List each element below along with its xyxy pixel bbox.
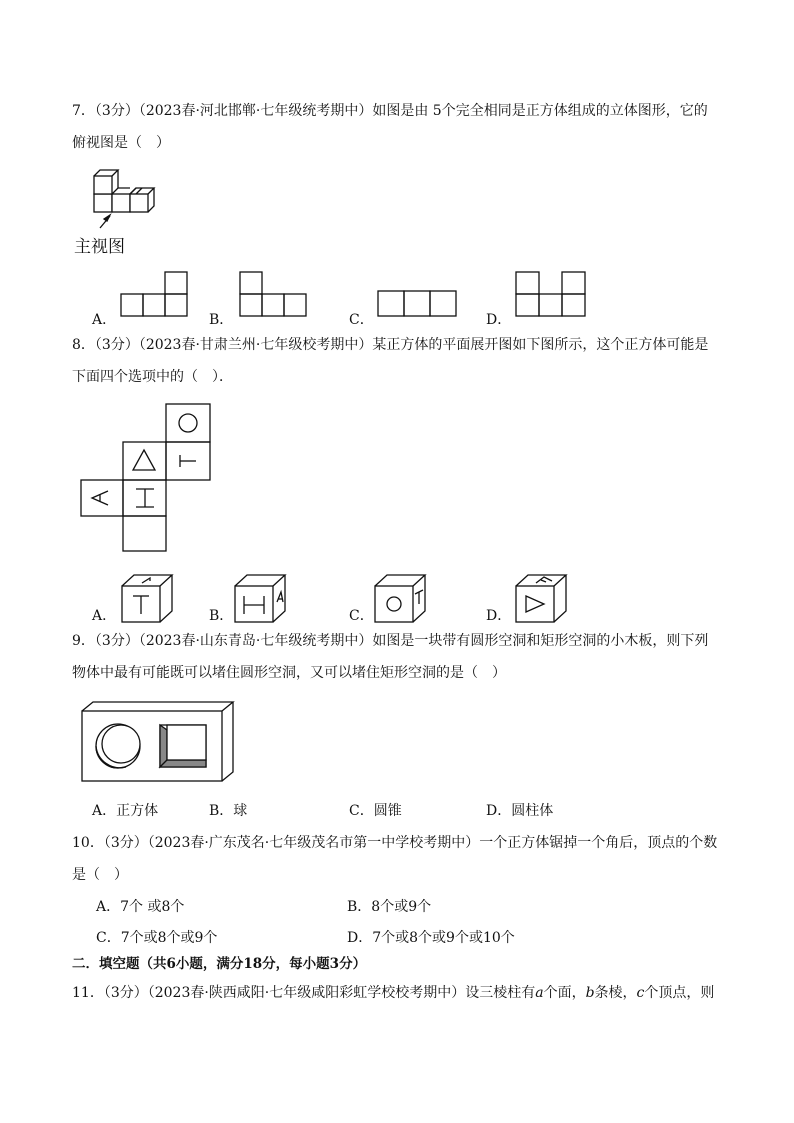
section-heading-fill-in: 二．填空题（共6小题，满分18分，每小题3分） xyxy=(72,956,367,972)
q9-option-a[interactable]: A．正方体 xyxy=(92,803,159,819)
q8-option-a[interactable]: A． xyxy=(92,608,117,624)
q10-option-d[interactable]: D．7个或8个或9个或10个 xyxy=(347,930,515,946)
q8-option-c-cube xyxy=(373,572,431,624)
q7-option-b[interactable]: B． xyxy=(209,312,234,328)
q9-line1: 9．（3分）（2023春·山东青岛·七年级统考期中）如图是一块带有圆形空洞和矩形空洞的小木板，则下列 xyxy=(72,633,709,649)
q7-figure-caption: 主视图 xyxy=(74,237,125,257)
q10-line2: 是（ ） xyxy=(72,867,128,883)
q10-option-c[interactable]: C．7个或8个或9个 xyxy=(96,930,218,946)
q11-line1: 11．（3分）（2023春·陕西咸阳·七年级咸阳彩虹学校校考期中）设三棱柱有𝑎个面，𝑏条棱，𝑐个顶点，则 xyxy=(72,985,715,1001)
q8-line1: 8．（3分）（2023春·甘肃兰州·七年级校考期中）某正方体的平面展开图如下图所示，这个正方体可能是 xyxy=(72,337,709,353)
q10-option-a[interactable]: A．7个 或8个 xyxy=(96,899,185,915)
q7-solid-figure xyxy=(90,168,170,238)
q9-wooden-board xyxy=(80,700,236,784)
q8-cube-net xyxy=(80,403,212,553)
q7-option-d-figure xyxy=(515,270,587,318)
q7-option-c-figure xyxy=(377,290,459,318)
q9-option-b[interactable]: B．球 xyxy=(209,803,248,819)
q9-option-c[interactable]: C．圆锥 xyxy=(349,803,402,819)
q8-option-a-cube xyxy=(120,572,178,624)
q7-line1: 7．（3分）（2023春·河北邯郸·七年级统考期中）如图是由 5个完全相同是正方体组成的立体图形，它的 xyxy=(72,103,708,119)
q7-line2: 俯视图是（ ） xyxy=(72,135,170,151)
q8-option-d[interactable]: D． xyxy=(486,608,512,624)
q10-line1: 10．（3分）（2023春·广东茂名·七年级茂名市第一中学校考期中）一个正方体锯掉一个角后，顶点的个数 xyxy=(72,835,718,851)
q8-option-b[interactable]: B． xyxy=(209,608,234,624)
q7-option-a-figure xyxy=(120,270,190,318)
q7-option-d[interactable]: D． xyxy=(486,312,512,328)
q8-option-c[interactable]: C． xyxy=(349,608,374,624)
q7-option-c[interactable]: C． xyxy=(349,312,374,328)
q7-option-a[interactable]: A． xyxy=(92,312,117,328)
q8-option-d-cube xyxy=(514,572,572,624)
q8-line2: 下面四个选项中的（ ）． xyxy=(72,369,233,385)
q9-line2: 物体中最有可能既可以堵住圆形空洞，又可以堵住矩形空洞的是（ ） xyxy=(72,665,506,681)
q7-option-b-figure xyxy=(238,270,308,318)
q9-option-d[interactable]: D．圆柱体 xyxy=(486,803,554,819)
q10-option-b[interactable]: B．8个或9个 xyxy=(347,899,432,915)
q8-option-b-cube xyxy=(233,572,291,624)
